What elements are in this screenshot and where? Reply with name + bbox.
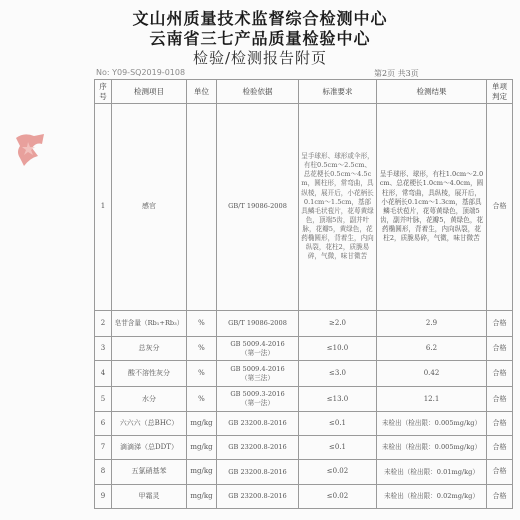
cell-requirement: ≤10.0 [299,336,377,360]
basis-standard: GB 5009.4-2016 [230,365,285,374]
cell-requirement: ≤0.02 [299,484,377,508]
issuer-name: 文山州质量技术监督综合检测中心 [132,9,388,28]
cell-basis [217,361,299,387]
cell-basis: GB 23200.8-2016 [217,460,299,484]
cell-verdict: 合格 [487,436,513,460]
cell-requirement: 呈手球形、球形或伞形，有柱0.5cm～2.5cm、总花梗长0.5cm～4.5cm，圆柱形，常弯曲，具纵棱，展开后，小花柄长0.1cm～1.5cm，基部具鳞毛状苞片，花萼黄绿色，顶端5齿，副并叶脉，花瓣5，黄绿色，花药椭圆形，背着生，内向纵裂，花柱2，质脆易碎，气微，味甘微苦 [299,104,377,311]
cell-seq: 9 [95,484,112,508]
basis-standard: GB 5009.3-2016 [230,390,285,399]
cell-verdict: 合格 [487,484,513,508]
cell-result: 未检出（检出限：0.01mg/kg） [377,460,487,484]
cell-seq: 8 [95,460,112,484]
cell-result: 12.1 [377,387,487,411]
cell-item: 总灰分 [112,336,187,360]
cell-item: 滴滴涕（总DDT） [112,436,187,460]
cell-seq: 6 [95,411,112,435]
cell-item: 水分 [112,387,187,411]
cell-result: 0.42 [377,361,487,387]
table-row [95,436,513,460]
cell-item: 甲霜灵 [112,484,187,508]
report-number: No: Y09-SQ2019-0108 [96,68,186,77]
cell-seq: 3 [95,336,112,360]
cell-seq: 1 [95,104,112,311]
cell-seq: 4 [95,361,112,387]
header-requirement: 标准要求 [299,80,377,104]
table-row [95,460,513,484]
cell-requirement: ≤0.1 [299,411,377,435]
cell-verdict: 合格 [487,361,513,387]
test-results-table [94,79,513,509]
basis-standard: GB 5009.4-2016 [230,339,285,348]
cell-verdict: 合格 [487,411,513,435]
cell-unit: % [187,336,217,360]
cell-result: 未检出（检出限：0.02mg/kg） [377,484,487,508]
table-row [95,411,513,435]
header-item: 检测项目 [112,80,187,104]
table-row [95,484,513,508]
cell-unit: % [187,361,217,387]
header-unit: 单位 [187,80,217,104]
basis-method: （第一法） [241,348,274,357]
cell-basis [217,336,299,360]
basis-method: （第一法） [241,399,274,408]
cell-result: 2.9 [377,310,487,336]
header-result: 检测结果 [377,80,487,104]
cell-item: 皂苷含量（Rb₁+Rb₃） [112,310,187,336]
cell-unit: mg/kg [187,460,217,484]
cell-item: 酸不溶性灰分 [112,361,187,387]
cell-unit: % [187,387,217,411]
cell-seq: 2 [95,310,112,336]
cell-basis: GB 23200.8-2016 [217,436,299,460]
cell-seq: 5 [95,387,112,411]
header-basis: 检验依据 [217,80,299,104]
cell-unit: % [187,310,217,336]
cell-result: 未检出（检出限：0.005mg/kg） [377,411,487,435]
cell-verdict: 合格 [487,460,513,484]
page-number: 第2页 共3页 [374,69,419,78]
cell-seq: 7 [95,436,112,460]
center-name: 云南省三七产品质量检验中心 [149,29,371,48]
cell-verdict: 合格 [487,104,513,311]
cell-basis: GB/T 19086-2008 [217,104,299,311]
table-row [95,336,513,360]
cell-requirement: ≤0.02 [299,460,377,484]
table-row [95,104,513,311]
cell-unit: mg/kg [187,484,217,508]
cell-result: 未检出（检出限：0.005mg/kg） [377,436,487,460]
cell-requirement: ≥2.0 [299,310,377,336]
table-row [95,387,513,411]
cell-basis [217,387,299,411]
cell-unit [187,104,217,311]
cell-verdict: 合格 [487,336,513,360]
cell-result: 呈手球形、球形，有柱1.0cm～2.0cm、总花梗长1.0cm～4.0cm，圆柱形，常弯曲，具纵棱，展开后，小花柄长0.1cm～1.3cm，基部具鳞毛状苞片，花萼黄绿色，顶端5齿，副并叶脉，花瓣5，黄绿色，花药椭圆形，背着生，内向纵裂，花柱2，质脆易碎，气微，味甘微苦 [377,104,487,311]
header-verdict: 单项判定 [487,80,513,104]
header-seq: 序号 [95,80,112,104]
basis-method: （第三法） [241,373,274,382]
table-header-row [95,80,513,104]
cell-requirement: ≤13.0 [299,387,377,411]
cell-basis: GB 23200.8-2016 [217,411,299,435]
red-seal-stamp-icon [14,130,46,170]
cell-item: 感官 [112,104,187,311]
report-title: 检验/检测报告附页 [192,49,328,67]
cell-item: 六六六（总BHC） [112,411,187,435]
cell-basis: GB/T 19086-2008 [217,310,299,336]
cell-unit: mg/kg [187,436,217,460]
cell-requirement: ≤0.1 [299,436,377,460]
cell-basis: GB 23200.8-2016 [217,484,299,508]
table-row [95,361,513,387]
cell-requirement: ≤3.0 [299,361,377,387]
cell-item: 五氯硝基苯 [112,460,187,484]
cell-result: 6.2 [377,336,487,360]
cell-unit: mg/kg [187,411,217,435]
table-row [95,310,513,336]
cell-verdict: 合格 [487,387,513,411]
cell-verdict: 合格 [487,310,513,336]
